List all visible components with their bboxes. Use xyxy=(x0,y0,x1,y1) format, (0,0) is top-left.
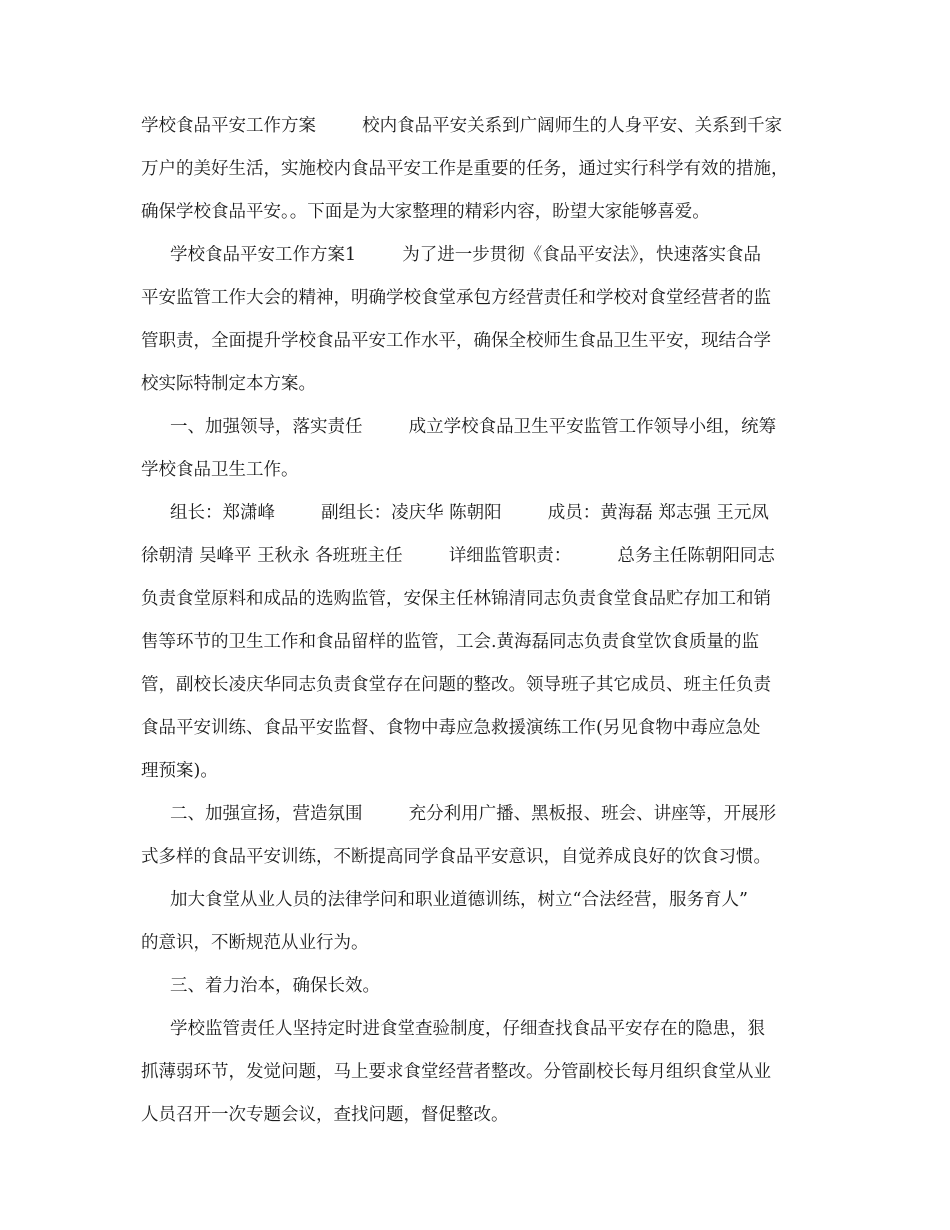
text-line: 加大食堂从业人员的法律学问和职业道德训练，树立“合法经营，服务育人” xyxy=(170,890,748,910)
text-line: 学校监管责任人坚持定时进食堂查验制度，仔细查找食品平安存在的隐患，狠 xyxy=(170,1019,765,1039)
text-line: 的意识，不断规范从业行为。 xyxy=(141,933,369,953)
text-line: 一、加强领导，落实责任 成立学校食品卫生平安监管工作领导小组，统筹 xyxy=(170,417,777,437)
text-line: 管，副校长凌庆华同志负责食堂存在问题的整改。领导班子其它成员、班主任负责 xyxy=(141,675,771,695)
text-line: 学校食品平安工作方案1 为了进一步贯彻《食品平安法》，快速落实食品 xyxy=(170,245,762,265)
text-line: 负责食堂原料和成品的选购监管，安保主任林锦清同志负责食堂食品贮存加工和销 xyxy=(141,589,771,609)
text-line: 三、着力治本，确保长效。 xyxy=(170,976,380,996)
text-line: 学校食品平安工作方案 校内食品平安关系到广阔师生的人身平安、关系到千家 xyxy=(141,116,783,136)
text-line: 管职责，全面提升学校食品平安工作水平，确保全校师生食品卫生平安，现结合学 xyxy=(141,331,771,351)
text-line: 平安监管工作大会的精神，明确学校食堂承包方经营责任和学校对食堂经营者的监 xyxy=(141,288,771,308)
text-line: 理预案)。 xyxy=(141,761,218,781)
text-line: 校实际特制定本方案。 xyxy=(141,374,316,394)
text-line: 式多样的食品平安训练，不断提高同学食品平安意识，自觉养成良好的饮食习惯。 xyxy=(141,847,771,867)
text-line: 万户的美好生活，实施校内食品平安工作是重要的任务，通过实行科学有效的措施， xyxy=(141,159,789,179)
text-line: 组长：郑潇峰 副组长：凌庆华 陈朝阳 成员：黄海磊 郑志强 王元凤 xyxy=(170,503,769,523)
text-line: 学校食品卫生工作。 xyxy=(141,460,299,480)
text-line: 抓薄弱环节，发觉问题，马上要求食堂经营者整改。分管副校长每月组织食堂从业 xyxy=(141,1062,771,1082)
text-line: 售等环节的卫生工作和食品留样的监管，工会.黄海磊同志负责食堂饮食质量的监 xyxy=(141,632,760,652)
text-line: 二、加强宣扬，营造氛围 充分利用广播、黑板报、班会、讲座等，开展形 xyxy=(170,804,777,824)
text-line: 徐朝清 吴峰平 王秋永 各班班主任 详细监管职责： 总务主任陈朝阳同志 xyxy=(141,546,775,566)
text-line: 人员召开一次专题会议，查找问题，督促整改。 xyxy=(141,1105,509,1125)
text-line: 食品平安训练、食品平安监督、食物中毒应急救援演练工作(另见食物中毒应急处 xyxy=(141,718,761,738)
text-line: 确保学校食品平安。。下面是为大家整理的精彩内容，盼望大家能够喜爱。 xyxy=(141,202,710,222)
